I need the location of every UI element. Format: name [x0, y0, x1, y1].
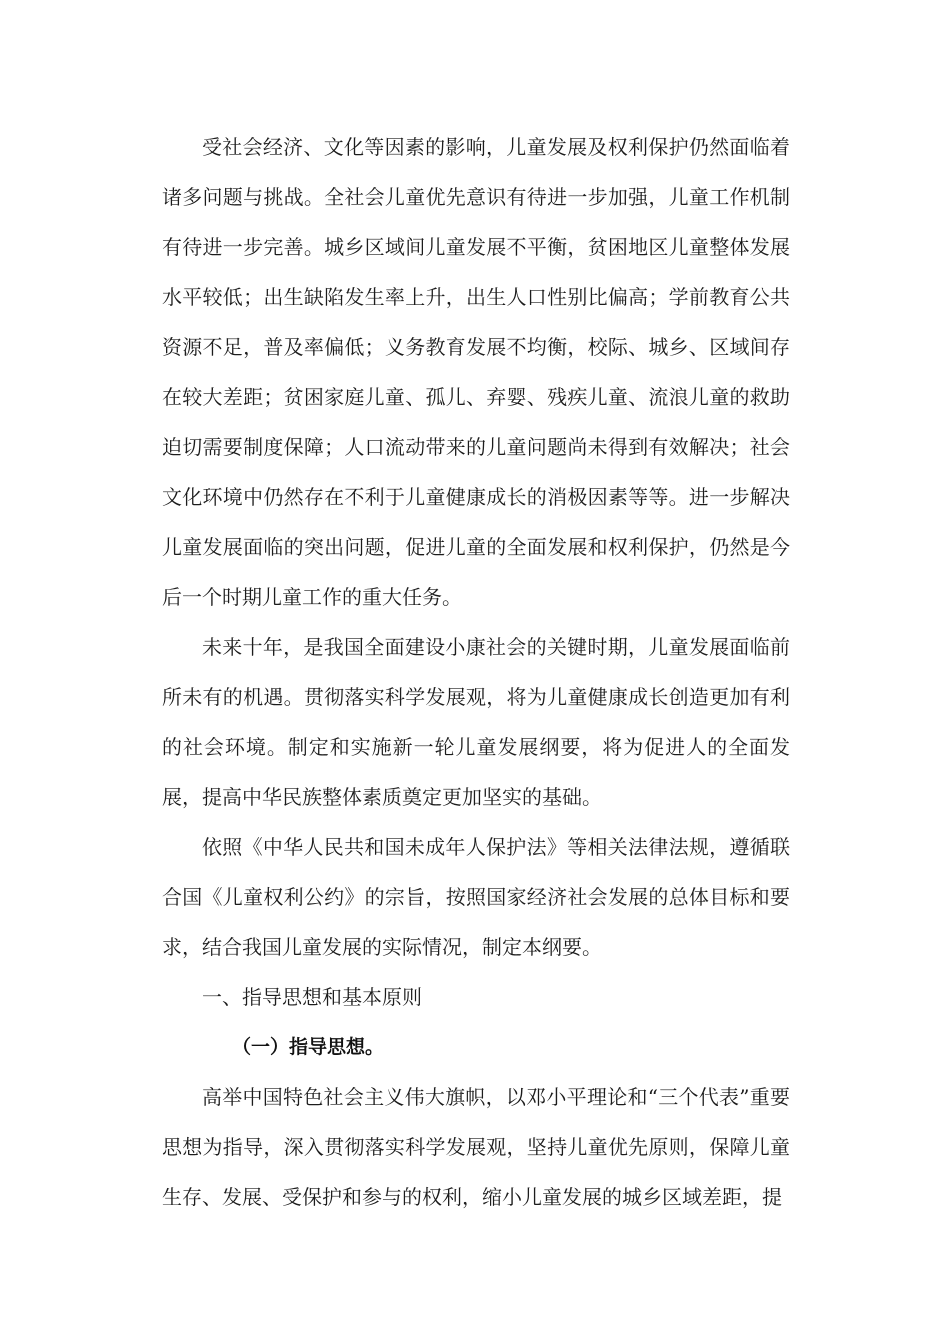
section-heading: 一、指导思想和基本原则 — [202, 985, 422, 1009]
paragraph-challenges: 受社会经济、文化等因素的影响，儿童发展及权利保护仍然面临着诸多问题与挑战。全社会儿童优先意识有待进一步加强，儿童工作机制有待进一步完善。城乡区域间儿童发展不平衡，贫困地区儿童整体发展水平较低；出生缺陷发生率上升，出生人口性别比偏高；学前教育公共资源不足，普及率偏低；义务教育发展不均衡，校际、城乡、区域间存在较大差距；贫困家庭儿童、孤儿、弃婴、残疾儿童、流浪儿童的救助迫切需要制度保障；人口流动带来的儿童问题尚未得到有效解决；社会文化环境中仍然存在不利于儿童健康成长的消极因素等等。进一步解决儿童发展面临的突出问题，促进儿童的全面发展和权利保护，仍然是今后一个时期儿童工作的重大任务。 — [162, 135, 790, 609]
document-body — [162, 122, 790, 1222]
subsection-heading: （一）指导思想。 — [232, 1036, 385, 1058]
paragraph-guiding-ideology: 高举中国特色社会主义伟大旗帜，以邓小平理论和“三个代表”重要思想为指导，深入贯彻落实科学发展观，坚持儿童优先原则，保障儿童生存、发展、受保护和参与的权利，缩小儿童发展的城乡区域差距，提 — [162, 1085, 790, 1209]
paragraph-legal-basis: 依照《中华人民共和国未成年人保护法》等相关法律法规，遵循联合国《儿童权利公约》的宗旨，按照国家经济社会发展的总体目标和要求，结合我国儿童发展的实际情况，制定本纲要。 — [162, 835, 790, 959]
paragraph-opportunities: 未来十年，是我国全面建设小康社会的关键时期，儿童发展面临前所未有的机遇。贯彻落实科学发展观，将为儿童健康成长创造更加有利的社会环境。制定和实施新一轮儿童发展纲要，将为促进人的全面发展，提高中华民族整体素质奠定更加坚实的基础。 — [162, 635, 790, 809]
